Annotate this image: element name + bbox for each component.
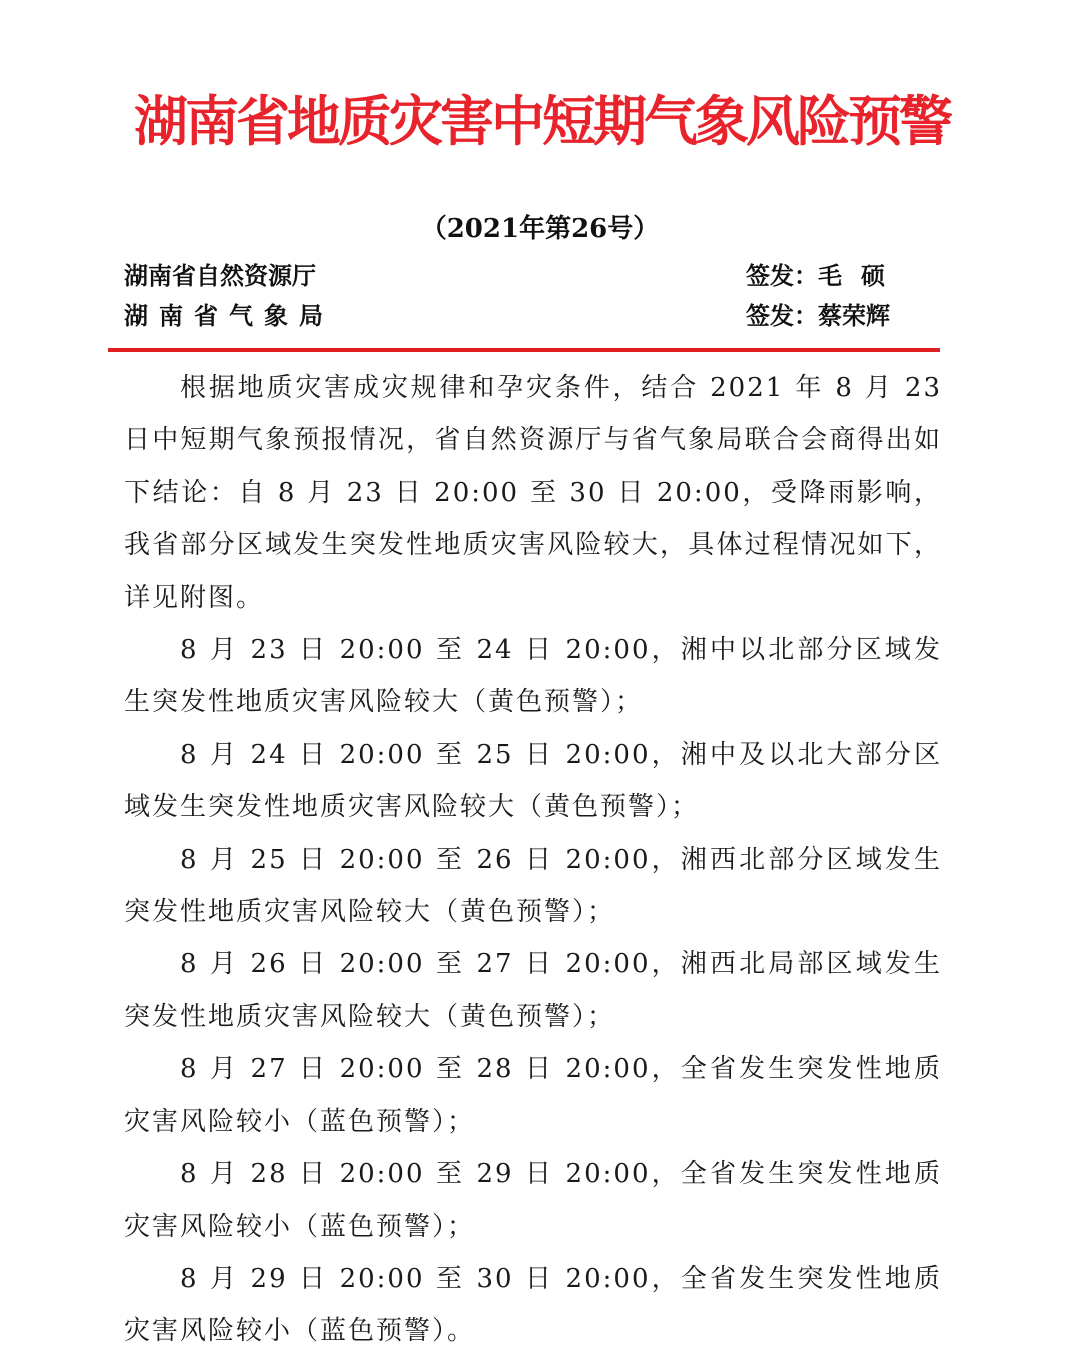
issuing-agency: 湖南省自然资源厅 <box>124 261 316 290</box>
issuing-agency: 湖南省气象局 <box>124 301 334 330</box>
forecast-paragraph: 8 月 23 日 20:00 至 24 日 20:00，湘中以北部分区域发生突发性地质灾害风险较大（黄色预警）； <box>124 635 942 718</box>
forecast-paragraph: 8 月 25 日 20:00 至 26 日 20:00，湘西北部分区域发生突发性地质灾害风险较大（黄色预警）； <box>124 844 942 928</box>
forecast-paragraph: 8 月 29 日 20:00 至 30 日 20:00，全省发生突发性地质灾害风险较小（蓝色预警）。 <box>124 1263 942 1347</box>
issue-number: （2021年第26号） <box>420 214 660 244</box>
signer-name: 毛硕 <box>818 261 904 290</box>
document-body <box>124 362 942 1358</box>
sign-label: 签发： <box>746 261 818 290</box>
forecast-paragraph: 8 月 27 日 20:00 至 28 日 20:00，全省发生突发性地质灾害风险较小（蓝色预警）； <box>124 1054 942 1137</box>
document-title: 湖南省地质灾害中短期气象风险预警 <box>134 89 950 153</box>
forecast-paragraph: 8 月 28 日 20:00 至 29 日 20:00，全省发生突发性地质灾害风险较小（蓝色预警）； <box>124 1159 942 1242</box>
signer-name: 蔡荣辉 <box>818 301 890 330</box>
signatory <box>746 258 904 294</box>
red-divider <box>108 348 940 352</box>
forecast-paragraph: 8 月 24 日 20:00 至 25 日 20:00，湘中及以北大部分区域发生突发性地质灾害风险较大（黄色预警）； <box>124 739 942 823</box>
forecast-paragraph: 8 月 26 日 20:00 至 27 日 20:00，湘西北局部区域发生突发性地质灾害风险较大（黄色预警）； <box>124 949 942 1032</box>
sign-label: 签发： <box>746 301 818 330</box>
issuer-row <box>124 258 940 294</box>
signatory <box>746 298 890 334</box>
intro-paragraph: 根据地质灾害成灾规律和孕灾条件，结合 2021 年 8 月 23 日中短期气象预报情况，省自然资源厅与省气象局联合会商得出如下结论：自 8 月 23 日 20:00 至 30 日 20:00，受降雨影响，我省部分区域发生突发性地质灾害风险较大，具体过程情况如下，详见附图。 <box>124 373 942 613</box>
issuer-row <box>124 298 940 334</box>
